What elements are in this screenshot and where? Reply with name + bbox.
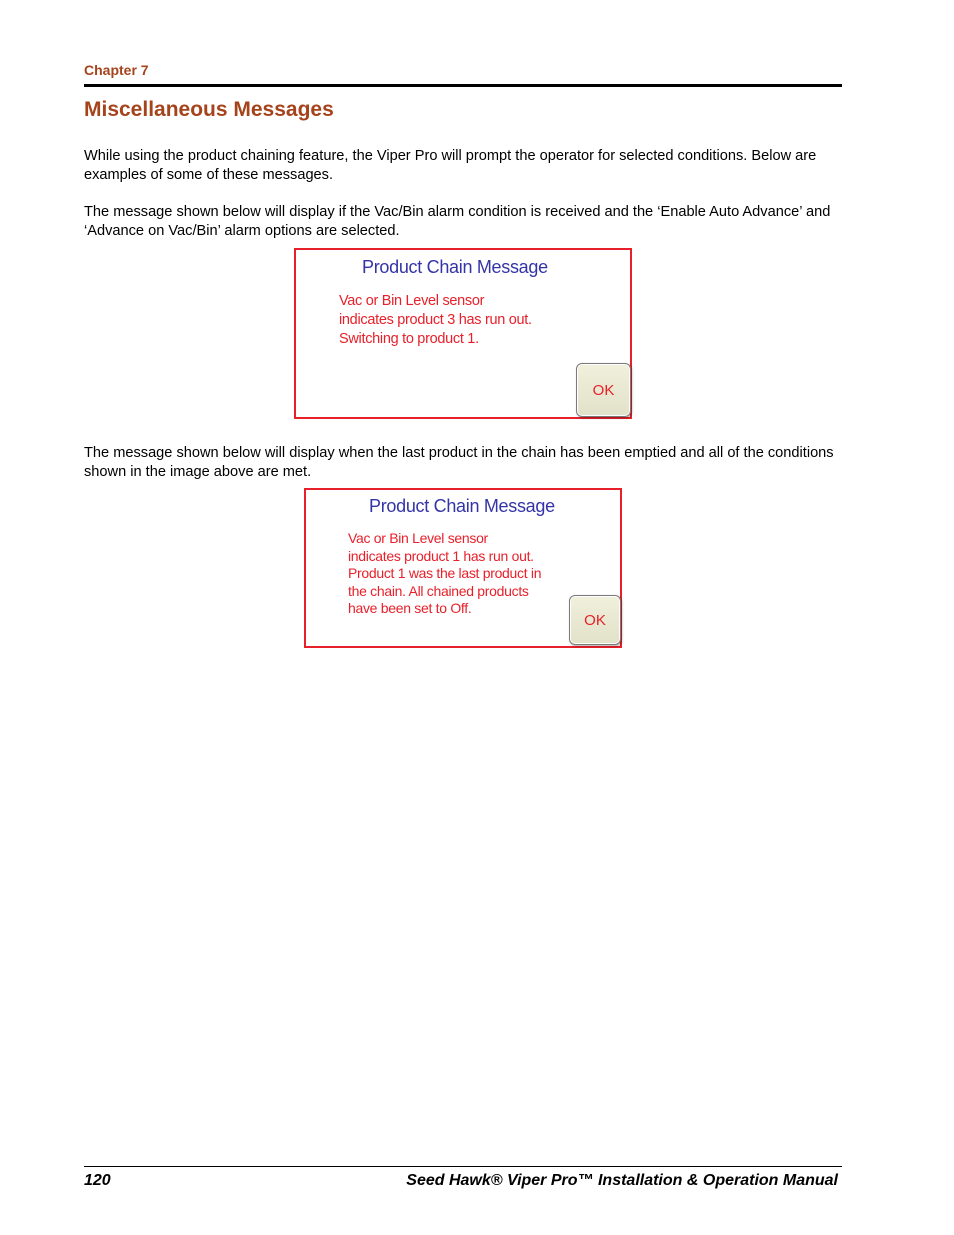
dialog-message-line: indicates product 1 has run out. — [348, 547, 534, 564]
product-chain-dialog-last-product — [304, 488, 622, 648]
chapter-label: Chapter 7 — [84, 62, 149, 78]
intro-paragraph: While using the product chaining feature, the Viper Pro will prompt the operator for selected conditions. Below are examples of some of these messages. — [84, 148, 817, 183]
ok-button[interactable]: OK — [569, 595, 621, 645]
dialog-message-line: have been set to Off. — [348, 600, 472, 617]
dialog-message-line: Switching to product 1. — [339, 331, 479, 347]
dialog-message-line: Product 1 was the last product in — [348, 565, 542, 582]
dialog-message-line: indicates product 3 has run out. — [339, 312, 532, 328]
dialog-title: Product Chain Message — [362, 257, 548, 277]
dialog-message — [348, 530, 588, 618]
header-rule — [84, 84, 842, 87]
dialog-message-line: Vac or Bin Level sensor — [339, 293, 485, 309]
ok-button[interactable]: OK — [576, 363, 631, 417]
product-chain-dialog-switching — [294, 248, 632, 419]
dialog-message-line: Vac or Bin Level sensor — [348, 530, 488, 546]
footer-rule — [84, 1166, 842, 1167]
page-number: 120 — [84, 1172, 111, 1189]
section-title: Miscellaneous Messages — [84, 98, 334, 121]
dialog-message — [339, 292, 599, 349]
dialog-title: Product Chain Message — [369, 496, 555, 516]
dialog-message-line: the chain. All chained products — [348, 582, 529, 599]
vac-bin-paragraph: The message shown below will display if the Vac/Bin alarm condition is received and the ‘Enable Auto Advance’ and ‘Advance on Vac/Bin’ alarm options are selected. — [84, 204, 831, 239]
manual-title: Seed Hawk® Viper Pro™ Installation & Operation Manual — [406, 1172, 838, 1189]
last-product-paragraph: The message shown below will display when the last product in the chain has been emptied and all of the conditions shown in the image above are met. — [84, 445, 834, 480]
